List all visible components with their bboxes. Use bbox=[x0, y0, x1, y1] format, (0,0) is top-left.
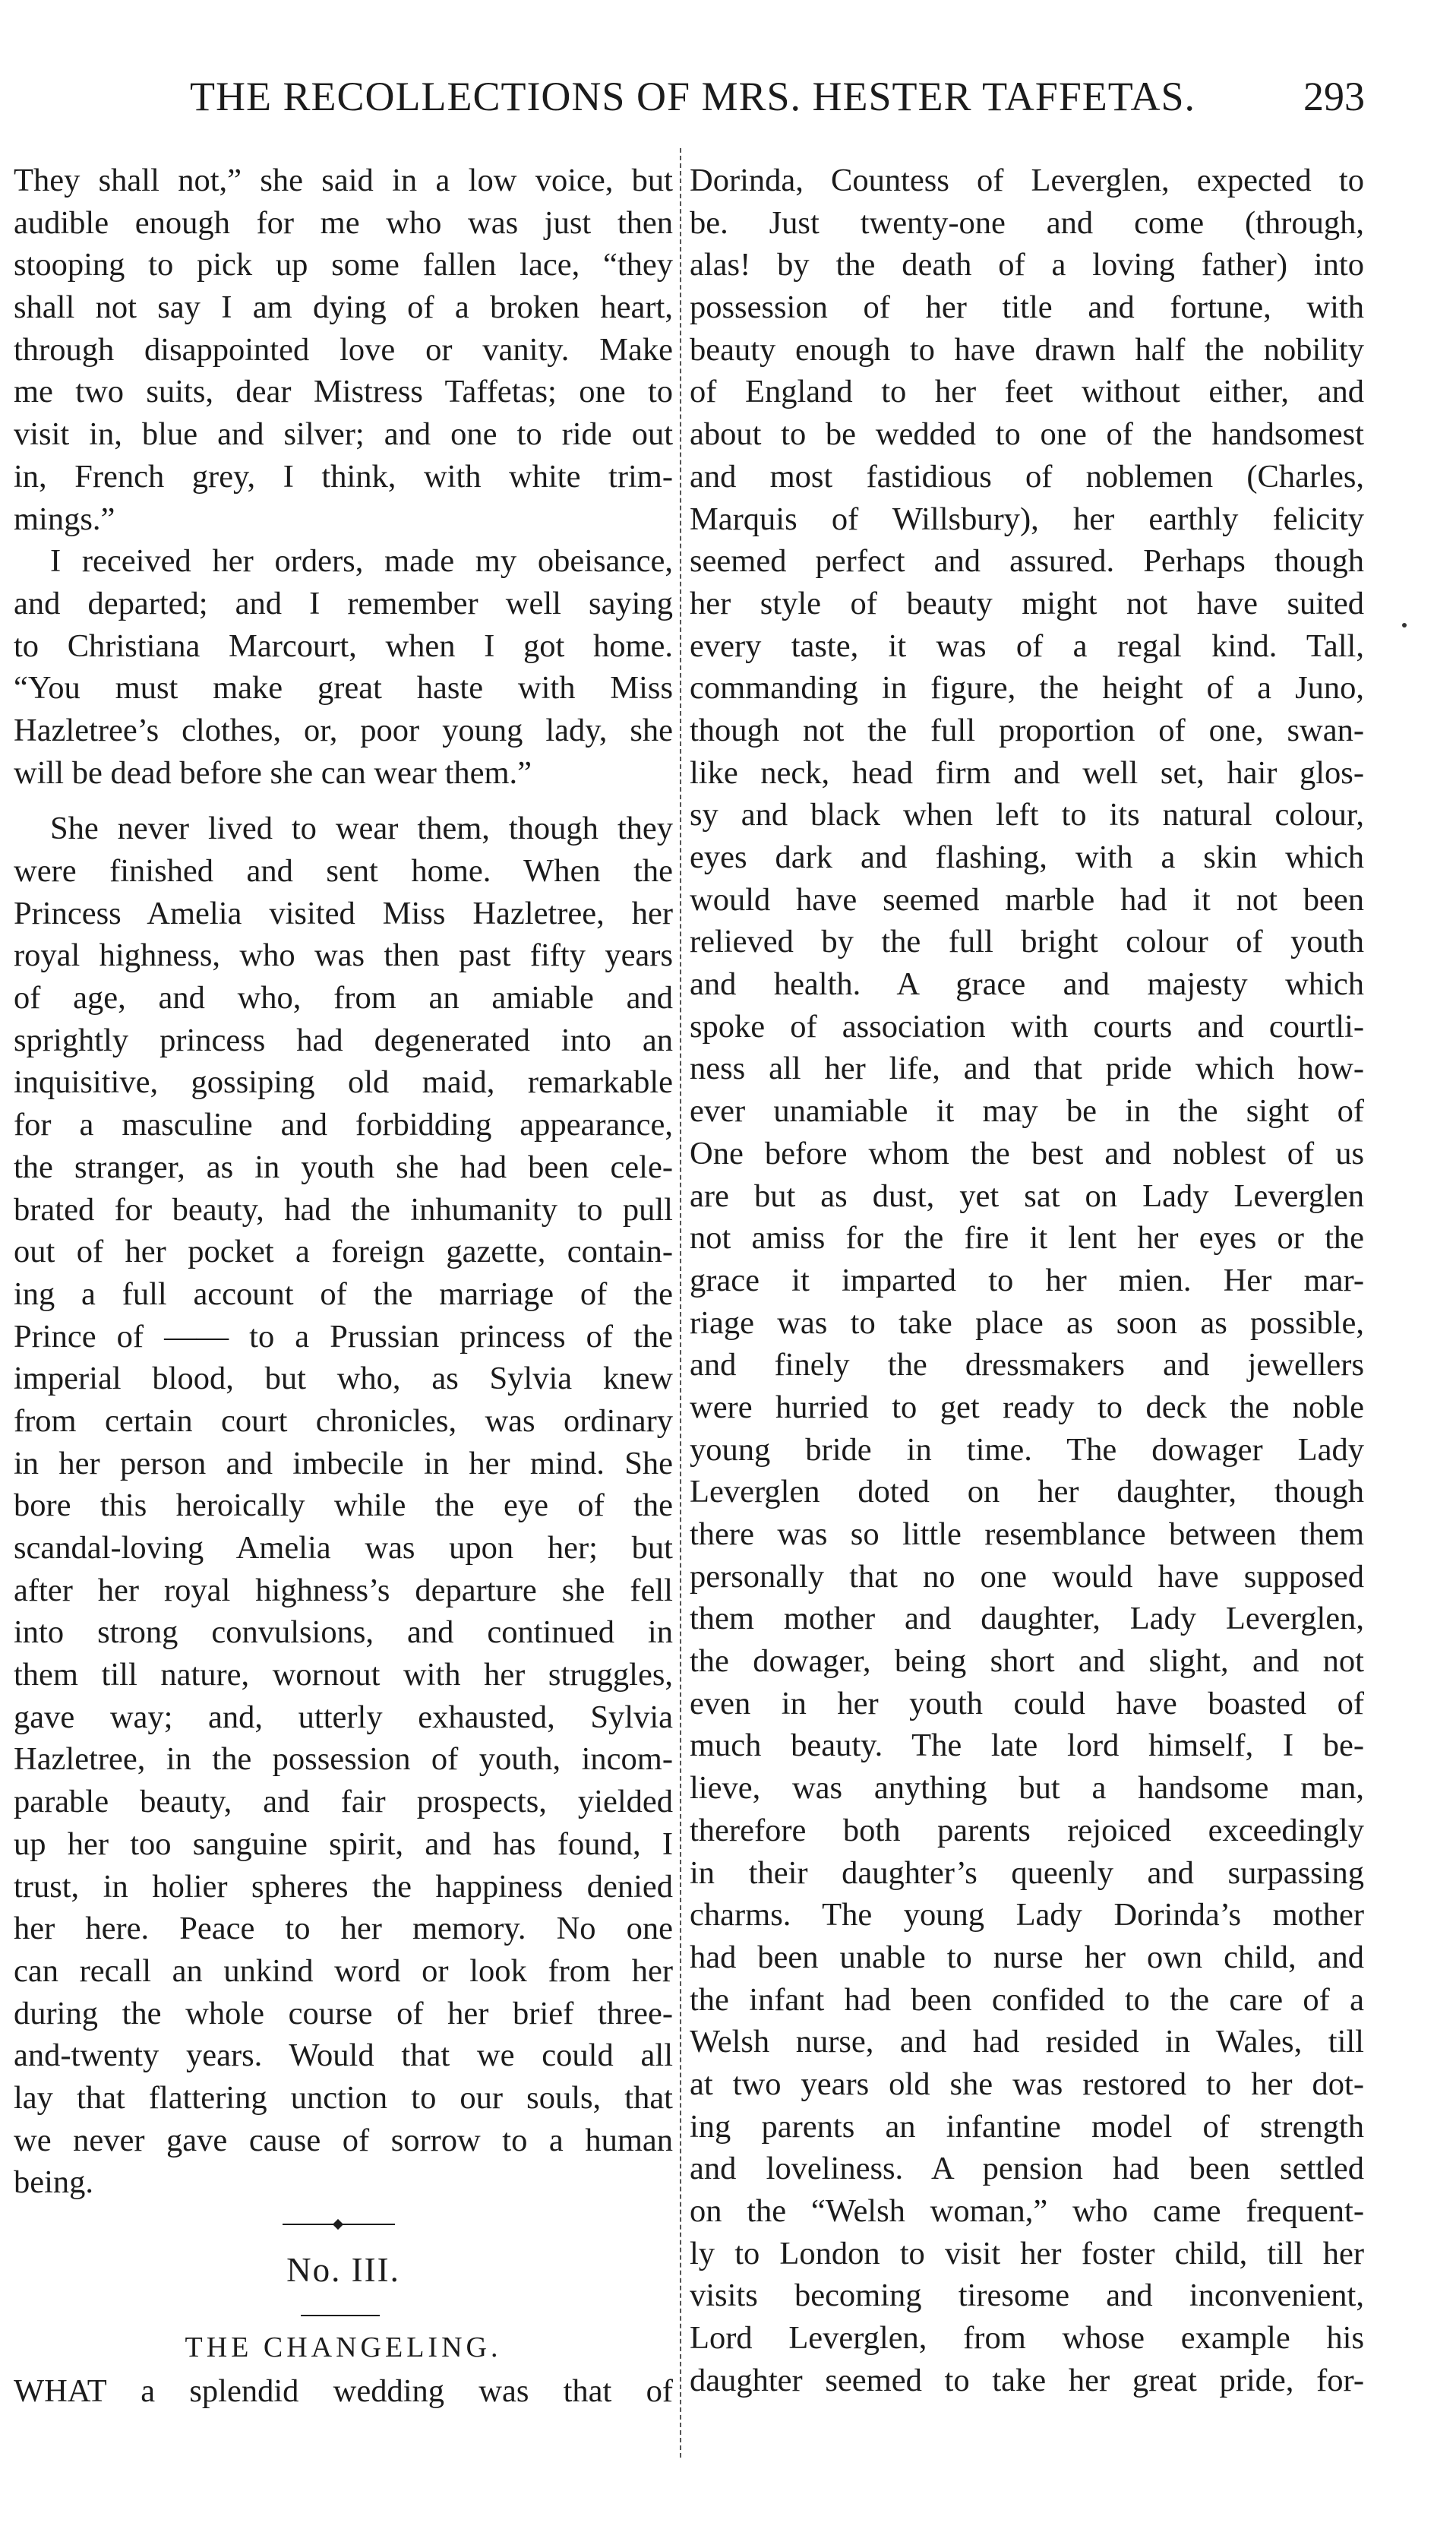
text-line: them mother and daughter, Lady Leverglen, bbox=[690, 1601, 1364, 1637]
text-line: from certain court chronicles, was ordinary bbox=[14, 1402, 673, 1439]
text-line: in their daughter’s queenly and surpassing bbox=[690, 1854, 1364, 1891]
text-line: relieved by the full bright colour of youth bbox=[690, 924, 1364, 960]
text-line: One before whom the best and noblest of us bbox=[690, 1135, 1364, 1171]
text-line: stooping to pick up some fallen lace, “they bbox=[14, 247, 673, 283]
text-line: them till nature, wornout with her struggles, bbox=[14, 1657, 673, 1693]
text-line: They shall not,” she said in a low voice, but bbox=[14, 163, 673, 198]
text-line: were finished and sent home. When the bbox=[14, 853, 673, 889]
text-line: though not the full proportion of one, swan- bbox=[690, 712, 1364, 748]
text-line: “You must make great haste with Miss bbox=[14, 670, 673, 707]
text-line: much beauty. The late lord himself, I be- bbox=[690, 1728, 1364, 1764]
text-line: sprightly princess had degenerated into an bbox=[14, 1022, 673, 1058]
text-line: of age, and who, from an amiable and bbox=[14, 980, 673, 1016]
text-line: every taste, it was of a regal kind. Tall, bbox=[690, 628, 1364, 664]
text-line: to Christiana Marcourt, when I got home. bbox=[14, 628, 673, 664]
text-line: not amiss for the fire it lent her eyes or the bbox=[690, 1220, 1364, 1257]
text-line: ing a full account of the marriage of the bbox=[14, 1276, 673, 1312]
text-line: out of her pocket a foreign gazette, contain- bbox=[14, 1234, 673, 1270]
text-line: about to be wedded to one of the handsomest bbox=[690, 416, 1364, 453]
text-line: the infant had been confided to the care of a bbox=[690, 1981, 1364, 2018]
text-line: Hazletree, in the possession of youth, incom- bbox=[14, 1741, 673, 1778]
text-line: will be dead before she can wear them.” bbox=[14, 754, 532, 791]
text-line: mings.” bbox=[14, 501, 115, 537]
text-line: charms. The young Lady Dorinda’s mother bbox=[690, 1897, 1364, 1933]
text-line: possession of her title and fortune, with bbox=[690, 289, 1364, 326]
text-line: we never gave cause of sorrow to a human bbox=[14, 2122, 673, 2158]
text-line: had been unable to nurse her own child, and bbox=[690, 1939, 1364, 1975]
text-line: bore this heroically while the eye of the bbox=[14, 1487, 673, 1524]
section-title: THE CHANGELING. bbox=[185, 2331, 502, 2363]
text-line: can recall an unkind word or look from her bbox=[14, 1952, 673, 1989]
text-line: sy and black when left to its natural colour, bbox=[690, 797, 1364, 833]
text-line: visit in, blue and silver; and one to ride out bbox=[14, 416, 673, 453]
section-ornament bbox=[283, 2221, 395, 2227]
text-line: being. bbox=[14, 2164, 94, 2201]
text-line: and finely the dressmakers and jewellers bbox=[690, 1347, 1364, 1383]
text-line: the dowager, being short and slight, and not bbox=[690, 1643, 1364, 1680]
left-column bbox=[14, 160, 673, 2204]
text-line: in her person and imbecile in her mind. She bbox=[14, 1445, 673, 1481]
text-line: ing parents an infantine model of strength bbox=[690, 2108, 1364, 2145]
text-line: would have seemed marble had it not been bbox=[690, 881, 1364, 918]
text-line: Dorinda, Countess of Leverglen, expected to bbox=[690, 163, 1364, 198]
section-rule bbox=[301, 2315, 380, 2316]
text-line: seemed perfect and assured. Perhaps though bbox=[690, 543, 1364, 580]
text-line: trust, in holier spheres the happiness denied bbox=[14, 1868, 673, 1905]
text-line: spoke of association with courts and courtli- bbox=[690, 1008, 1364, 1045]
text-line: imperial blood, but who, as Sylvia knew bbox=[14, 1361, 673, 1397]
text-line: Lord Leverglen, from whose example his bbox=[690, 2320, 1364, 2357]
text-line: ever unamiable it may be in the sight of bbox=[690, 1093, 1364, 1130]
text-line: on the “Welsh woman,” who came frequent- bbox=[690, 2193, 1364, 2229]
ornament-diamond bbox=[333, 2219, 343, 2230]
text-line: were hurried to get ready to deck the noble bbox=[690, 1389, 1364, 1425]
text-line: She never lived to wear them, though they bbox=[50, 811, 673, 847]
text-line: grace it imparted to her mien. Her mar- bbox=[690, 1262, 1364, 1298]
text-line: Welsh nurse, and had resided in Wales, till bbox=[690, 2024, 1364, 2060]
text-line: ly to London to visit her foster child, till her bbox=[690, 2235, 1364, 2271]
text-line: into strong convulsions, and continued in bbox=[14, 1614, 673, 1651]
text-line: visits becoming tiresome and inconvenient, bbox=[690, 2278, 1364, 2314]
print-speck bbox=[1402, 623, 1407, 628]
text-line: inquisitive, gossiping old maid, remarkable bbox=[14, 1064, 673, 1101]
text-line: scandal-loving Amelia was upon her; but bbox=[14, 1530, 673, 1566]
text-line: lay that flattering unction to our souls, that bbox=[14, 2079, 673, 2116]
text-line: royal highness, who was then past fifty years bbox=[14, 937, 673, 974]
text-line: ness all her life, and that pride which how- bbox=[690, 1051, 1364, 1087]
section-number: No. III. bbox=[286, 2251, 400, 2289]
text-line: daughter seemed to take her great pride, for- bbox=[690, 2362, 1364, 2398]
text-line: Leverglen doted on her daughter, though bbox=[690, 1474, 1364, 1510]
text-line: young bride in time. The dowager Lady bbox=[690, 1431, 1364, 1468]
text-line: parable beauty, and fair prospects, yielded bbox=[14, 1784, 673, 1820]
text-line: through disappointed love or vanity. Make bbox=[14, 331, 673, 368]
chapter-opening-line: WHAT a splendid wedding was that of bbox=[14, 2373, 673, 2409]
text-line: are but as dust, yet sat on Lady Leverglen bbox=[690, 1178, 1364, 1214]
text-line: alas! by the death of a loving father) into bbox=[690, 247, 1364, 283]
running-head-title: THE RECOLLECTIONS OF MRS. HESTER TAFFETAS. bbox=[190, 74, 1195, 119]
text-line: eyes dark and flashing, with a skin which bbox=[690, 839, 1364, 875]
text-line: the stranger, as in youth she had been cele- bbox=[14, 1149, 673, 1185]
text-line: during the whole course of her brief three- bbox=[14, 1995, 673, 2031]
text-line: in, French grey, I think, with white trim- bbox=[14, 458, 673, 495]
text-line: for a masculine and forbidding appearance, bbox=[14, 1107, 673, 1143]
text-line: lieve, was anything but a handsome man, bbox=[690, 1770, 1364, 1807]
text-line: personally that no one would have supposed bbox=[690, 1558, 1364, 1595]
text-line: and health. A grace and majesty which bbox=[690, 966, 1364, 1003]
text-line: brated for beauty, had the inhumanity to pull bbox=[14, 1191, 673, 1228]
page-number: 293 bbox=[1303, 74, 1365, 119]
text-line: of England to her feet without either, and bbox=[690, 374, 1364, 410]
text-line: gave way; and, utterly exhausted, Sylvia bbox=[14, 1699, 673, 1735]
text-line: Princess Amelia visited Miss Hazletree, her bbox=[14, 895, 673, 931]
text-line: beauty enough to have drawn half the nobility bbox=[690, 331, 1364, 368]
text-line: like neck, head firm and well set, hair glos- bbox=[690, 754, 1364, 791]
text-line: Prince of —— to a Prussian princess of the bbox=[14, 1318, 673, 1355]
text-line: me two suits, dear Mistress Taffetas; one to bbox=[14, 374, 673, 410]
text-line: there was so little resemblance between them bbox=[690, 1516, 1364, 1552]
text-line: shall not say I am dying of a broken heart, bbox=[14, 289, 673, 326]
text-line: and loveliness. A pension had been settled bbox=[690, 2151, 1364, 2187]
text-line: even in her youth could have boasted of bbox=[690, 1685, 1364, 1721]
text-line: I received her orders, made my obeisance, bbox=[50, 543, 673, 580]
text-line: commanding in figure, the height of a Juno, bbox=[690, 670, 1364, 707]
right-column bbox=[690, 160, 1364, 2401]
text-line: up her too sanguine spirit, and has found, I bbox=[14, 1826, 673, 1862]
text-line: and departed; and I remember well saying bbox=[14, 585, 673, 621]
text-line: audible enough for me who was just then bbox=[14, 204, 673, 241]
text-line: Marquis of Willsbury), her earthly felicity bbox=[690, 501, 1364, 537]
text-line: and most fastidious of noblemen (Charles, bbox=[690, 458, 1364, 495]
text-line: riage was to take place as soon as possible, bbox=[690, 1304, 1364, 1341]
text-line: therefore both parents rejoiced exceedingly bbox=[690, 1812, 1364, 1848]
column-divider bbox=[680, 148, 681, 2458]
paragraph-gap bbox=[14, 794, 673, 808]
text-line: Hazletree’s clothes, or, poor young lady, she bbox=[14, 712, 673, 748]
text-line: after her royal highness’s departure she fell bbox=[14, 1572, 673, 1608]
text-line: her style of beauty might not have suited bbox=[690, 585, 1364, 621]
text-line: at two years old she was restored to her dot- bbox=[690, 2066, 1364, 2102]
text-line: be. Just twenty-one and come (through, bbox=[690, 204, 1364, 241]
text-line: and-twenty years. Would that we could all bbox=[14, 2037, 673, 2074]
text-line: her here. Peace to her memory. No one bbox=[14, 1911, 673, 1947]
